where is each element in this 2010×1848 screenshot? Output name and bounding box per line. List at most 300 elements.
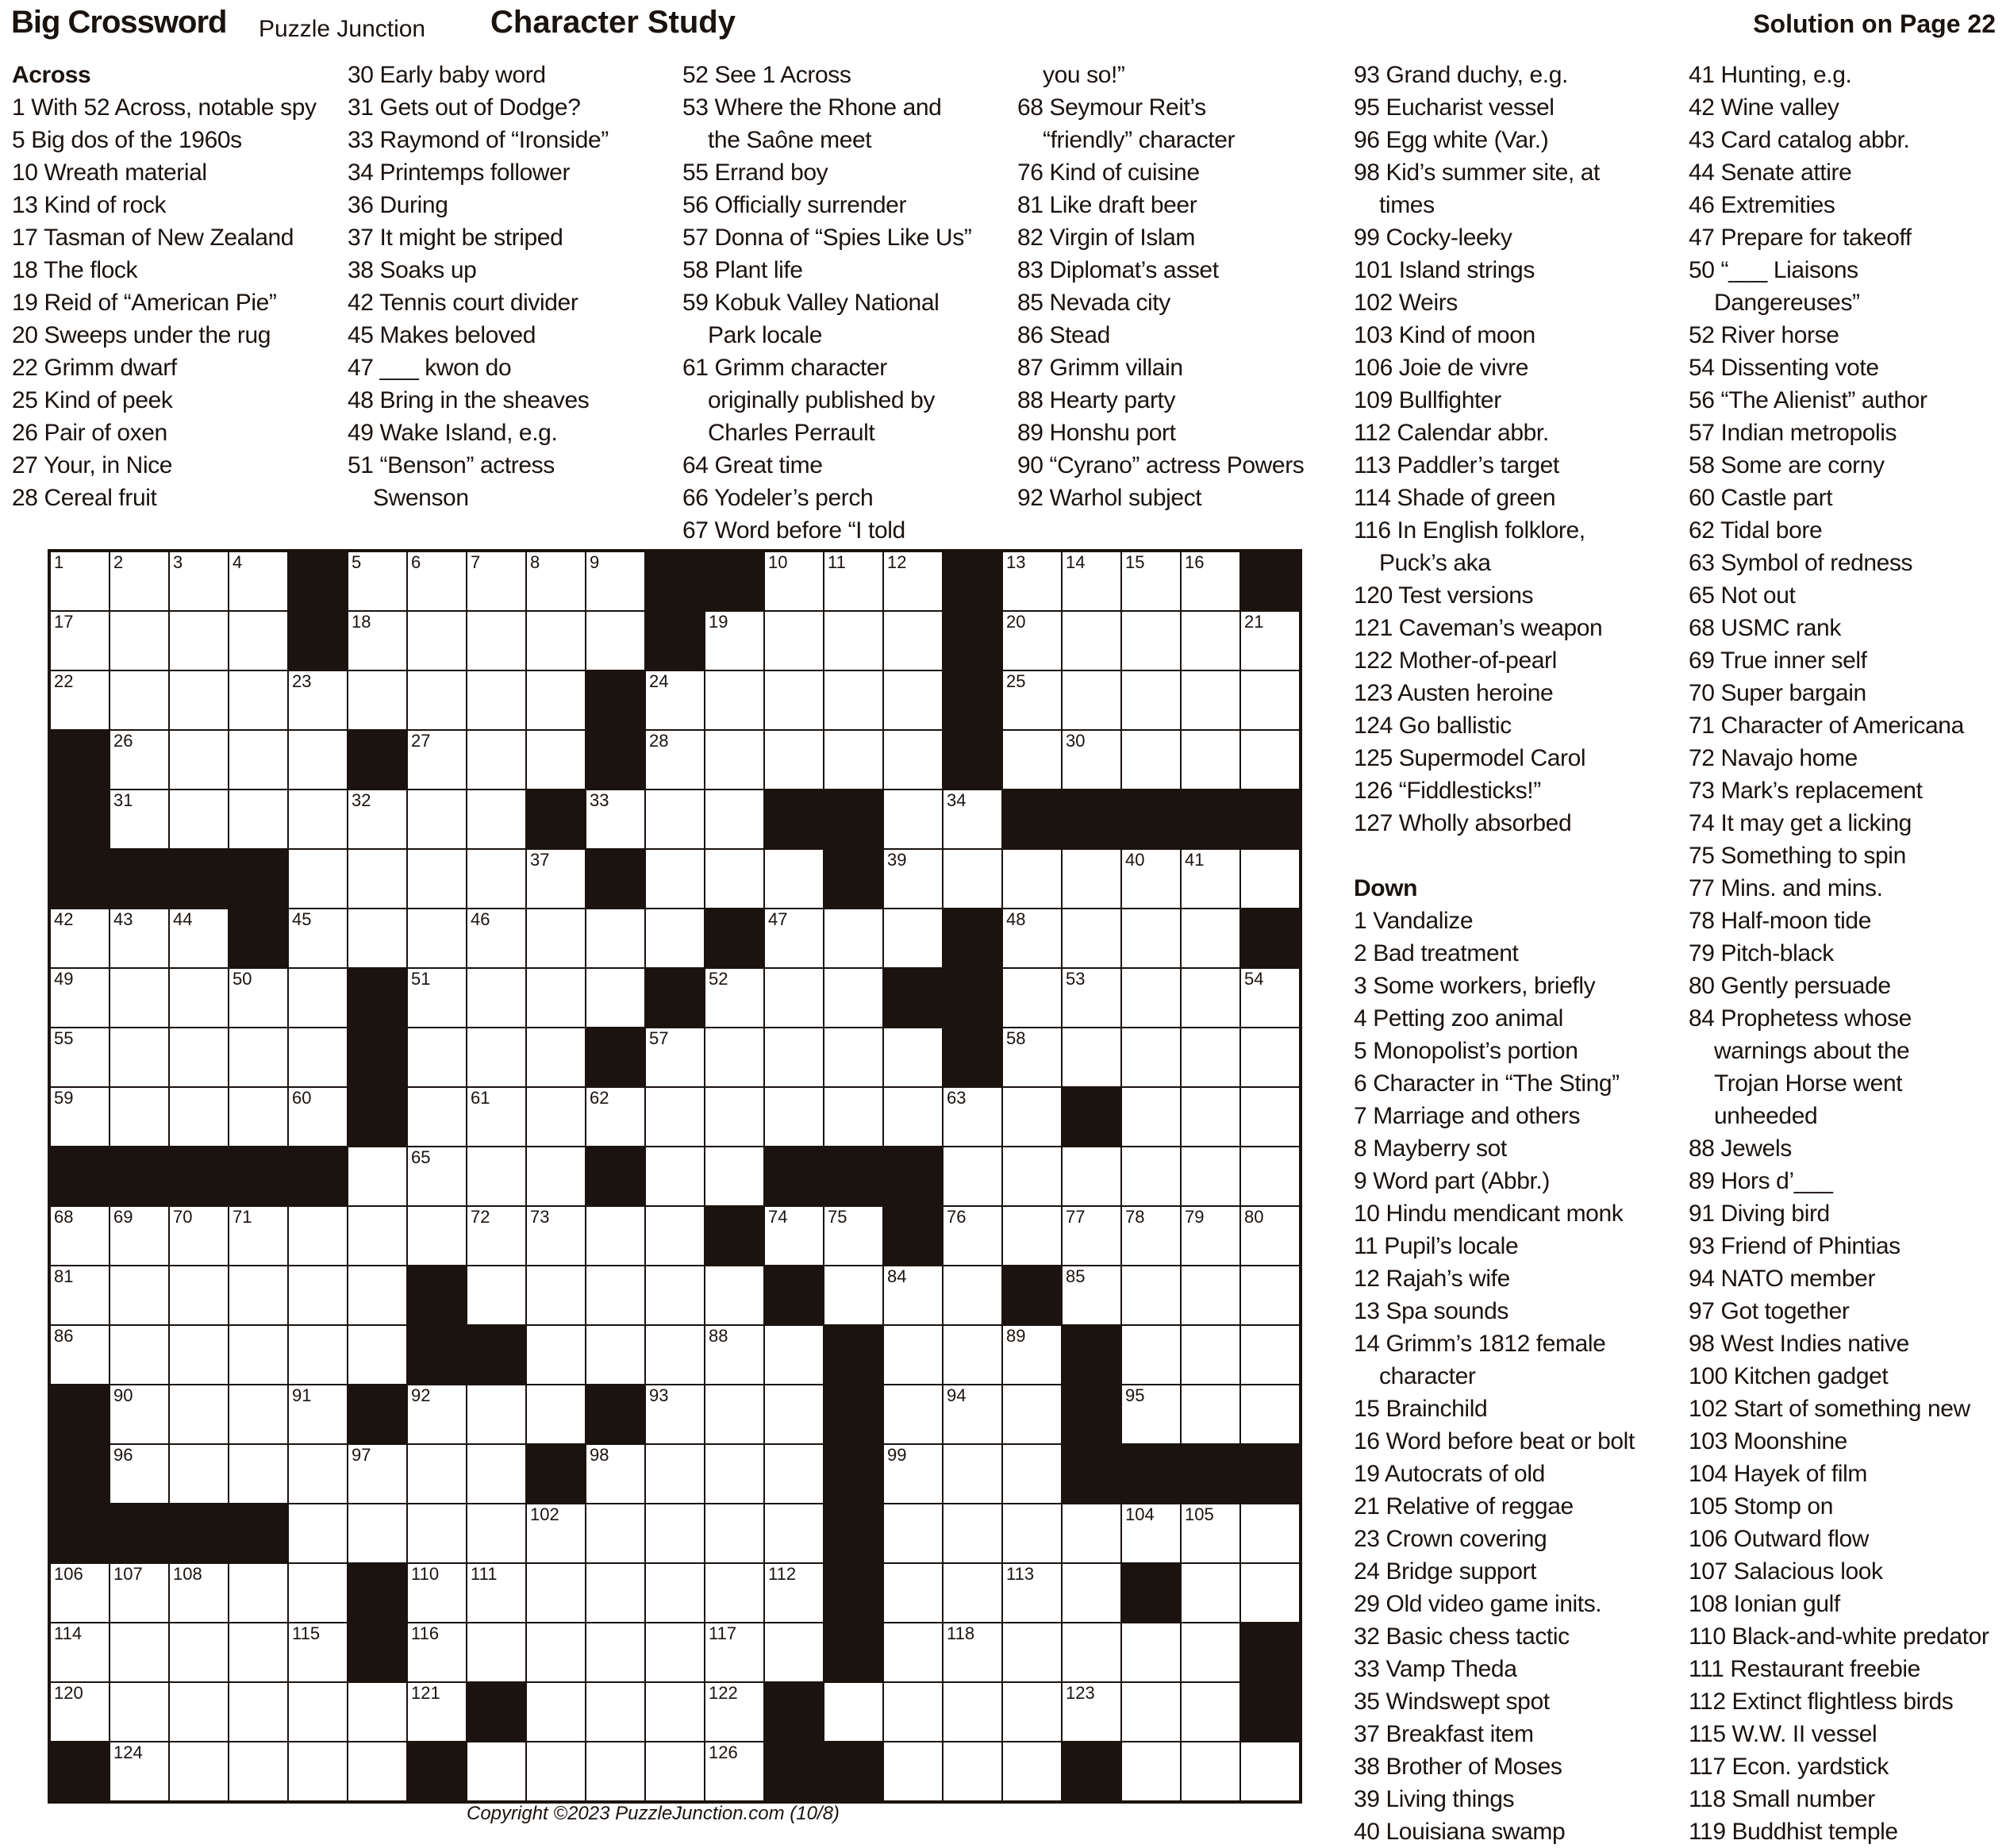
- grid-cell[interactable]: [229, 1325, 288, 1385]
- grid-cell[interactable]: [169, 1682, 229, 1742]
- grid-cell[interactable]: [50, 1623, 110, 1682]
- grid-cell[interactable]: [1062, 1266, 1121, 1325]
- grid-cell[interactable]: [467, 849, 526, 909]
- grid-cell[interactable]: [764, 1444, 824, 1504]
- grid-cell[interactable]: [764, 1385, 824, 1444]
- grid-cell[interactable]: [1121, 909, 1181, 968]
- grid-cell[interactable]: [705, 1325, 764, 1385]
- grid-cell[interactable]: [348, 790, 407, 849]
- grid-cell[interactable]: [1181, 1147, 1240, 1206]
- grid-cell[interactable]: [110, 968, 169, 1028]
- grid-cell[interactable]: [645, 1563, 705, 1623]
- grid-cell[interactable]: [1002, 1563, 1062, 1623]
- grid-cell[interactable]: [1121, 1504, 1181, 1563]
- grid-cell[interactable]: [1181, 551, 1240, 611]
- grid-cell[interactable]: [467, 1087, 526, 1147]
- grid-cell[interactable]: [110, 909, 169, 968]
- grid-cell[interactable]: [1002, 1623, 1062, 1682]
- grid-cell[interactable]: [348, 1742, 407, 1801]
- grid-cell[interactable]: [1002, 551, 1062, 611]
- grid-cell[interactable]: [883, 730, 943, 790]
- grid-cell[interactable]: [764, 611, 824, 670]
- grid-cell[interactable]: [1181, 1623, 1240, 1682]
- grid-cell[interactable]: [645, 730, 705, 790]
- grid-cell[interactable]: [1002, 1385, 1062, 1444]
- grid-cell[interactable]: [229, 1385, 288, 1444]
- grid-cell[interactable]: [705, 790, 764, 849]
- grid-cell[interactable]: [645, 909, 705, 968]
- grid-cell[interactable]: [705, 1028, 764, 1087]
- grid-cell[interactable]: [526, 611, 586, 670]
- grid-cell[interactable]: [824, 551, 883, 611]
- grid-cell[interactable]: [526, 1504, 586, 1563]
- grid-cell[interactable]: [110, 670, 169, 730]
- grid-cell[interactable]: [288, 1028, 348, 1087]
- grid-cell[interactable]: [229, 1444, 288, 1504]
- grid-cell[interactable]: [883, 1028, 943, 1087]
- grid-cell[interactable]: [110, 1385, 169, 1444]
- grid-cell[interactable]: [1121, 1028, 1181, 1087]
- grid-cell[interactable]: [169, 1623, 229, 1682]
- grid-cell[interactable]: [705, 1266, 764, 1325]
- grid-cell[interactable]: [169, 551, 229, 611]
- grid-cell[interactable]: [288, 849, 348, 909]
- grid-cell[interactable]: [526, 1266, 586, 1325]
- grid-cell[interactable]: [407, 1028, 467, 1087]
- grid-cell[interactable]: [645, 1444, 705, 1504]
- grid-cell[interactable]: [943, 1325, 1002, 1385]
- grid-cell[interactable]: [1002, 849, 1062, 909]
- grid-cell[interactable]: [526, 1325, 586, 1385]
- grid-cell[interactable]: [883, 1742, 943, 1801]
- grid-cell[interactable]: [407, 1682, 467, 1742]
- grid-cell[interactable]: [764, 1206, 824, 1266]
- grid-cell[interactable]: [407, 1623, 467, 1682]
- grid-cell[interactable]: [407, 1504, 467, 1563]
- grid-cell[interactable]: [169, 790, 229, 849]
- grid-cell[interactable]: [1121, 1147, 1181, 1206]
- grid-cell[interactable]: [764, 909, 824, 968]
- grid-cell[interactable]: [50, 670, 110, 730]
- grid-cell[interactable]: [288, 1385, 348, 1444]
- grid-cell[interactable]: [110, 1325, 169, 1385]
- grid-cell[interactable]: [526, 1206, 586, 1266]
- grid-cell[interactable]: [1181, 670, 1240, 730]
- grid-cell[interactable]: [407, 1563, 467, 1623]
- grid-cell[interactable]: [1240, 1266, 1300, 1325]
- grid-cell[interactable]: [50, 1682, 110, 1742]
- grid-cell[interactable]: [229, 1028, 288, 1087]
- grid-cell[interactable]: [883, 670, 943, 730]
- grid-cell[interactable]: [1121, 1742, 1181, 1801]
- grid-cell[interactable]: [883, 1623, 943, 1682]
- grid-cell[interactable]: [1181, 1266, 1240, 1325]
- grid-cell[interactable]: [50, 1206, 110, 1266]
- grid-cell[interactable]: [586, 1087, 645, 1147]
- grid-cell[interactable]: [943, 1504, 1002, 1563]
- grid-cell[interactable]: [229, 611, 288, 670]
- grid-cell[interactable]: [645, 1385, 705, 1444]
- grid-cell[interactable]: [348, 1504, 407, 1563]
- grid-cell[interactable]: [705, 1385, 764, 1444]
- grid-cell[interactable]: [348, 1206, 407, 1266]
- grid-cell[interactable]: [467, 1742, 526, 1801]
- grid-cell[interactable]: [526, 1742, 586, 1801]
- grid-cell[interactable]: [764, 849, 824, 909]
- grid-cell[interactable]: [229, 1742, 288, 1801]
- grid-cell[interactable]: [407, 849, 467, 909]
- grid-cell[interactable]: [526, 909, 586, 968]
- grid-cell[interactable]: [1181, 611, 1240, 670]
- grid-cell[interactable]: [824, 968, 883, 1028]
- grid-cell[interactable]: [229, 551, 288, 611]
- grid-cell[interactable]: [1181, 1504, 1240, 1563]
- grid-cell[interactable]: [764, 1325, 824, 1385]
- crossword-grid[interactable]: [48, 549, 1302, 1804]
- grid-cell[interactable]: [1121, 1087, 1181, 1147]
- grid-cell[interactable]: [1121, 611, 1181, 670]
- grid-cell[interactable]: [943, 1206, 1002, 1266]
- grid-cell[interactable]: [229, 968, 288, 1028]
- grid-cell[interactable]: [288, 968, 348, 1028]
- grid-cell[interactable]: [883, 1266, 943, 1325]
- grid-cell[interactable]: [169, 1206, 229, 1266]
- grid-cell[interactable]: [169, 1266, 229, 1325]
- grid-cell[interactable]: [645, 1147, 705, 1206]
- grid-cell[interactable]: [467, 909, 526, 968]
- grid-cell[interactable]: [645, 1682, 705, 1742]
- grid-cell[interactable]: [288, 1623, 348, 1682]
- grid-cell[interactable]: [586, 1266, 645, 1325]
- grid-cell[interactable]: [1002, 730, 1062, 790]
- grid-cell[interactable]: [883, 849, 943, 909]
- grid-cell[interactable]: [50, 909, 110, 968]
- grid-cell[interactable]: [110, 1623, 169, 1682]
- grid-cell[interactable]: [1240, 1563, 1300, 1623]
- grid-cell[interactable]: [1062, 730, 1121, 790]
- grid-cell[interactable]: [1062, 551, 1121, 611]
- grid-cell[interactable]: [348, 909, 407, 968]
- grid-cell[interactable]: [705, 1444, 764, 1504]
- grid-cell[interactable]: [526, 1682, 586, 1742]
- grid-cell[interactable]: [943, 1444, 1002, 1504]
- grid-cell[interactable]: [467, 1504, 526, 1563]
- grid-cell[interactable]: [1240, 1742, 1300, 1801]
- grid-cell[interactable]: [1240, 1028, 1300, 1087]
- grid-cell[interactable]: [467, 1563, 526, 1623]
- grid-cell[interactable]: [1240, 670, 1300, 730]
- grid-cell[interactable]: [824, 611, 883, 670]
- grid-cell[interactable]: [586, 611, 645, 670]
- grid-cell[interactable]: [645, 1206, 705, 1266]
- grid-cell[interactable]: [1181, 1682, 1240, 1742]
- grid-cell[interactable]: [1062, 968, 1121, 1028]
- grid-cell[interactable]: [169, 968, 229, 1028]
- grid-cell[interactable]: [705, 670, 764, 730]
- grid-cell[interactable]: [1181, 1028, 1240, 1087]
- grid-cell[interactable]: [1002, 968, 1062, 1028]
- grid-cell[interactable]: [229, 730, 288, 790]
- grid-cell[interactable]: [467, 670, 526, 730]
- grid-cell[interactable]: [1240, 1504, 1300, 1563]
- grid-cell[interactable]: [1002, 1325, 1062, 1385]
- grid-cell[interactable]: [943, 1623, 1002, 1682]
- grid-cell[interactable]: [407, 670, 467, 730]
- grid-cell[interactable]: [1062, 670, 1121, 730]
- grid-cell[interactable]: [467, 1444, 526, 1504]
- grid-cell[interactable]: [348, 611, 407, 670]
- grid-cell[interactable]: [586, 1444, 645, 1504]
- grid-cell[interactable]: [407, 1206, 467, 1266]
- grid-cell[interactable]: [1002, 909, 1062, 968]
- grid-cell[interactable]: [1062, 1028, 1121, 1087]
- grid-cell[interactable]: [1121, 1682, 1181, 1742]
- grid-cell[interactable]: [169, 1563, 229, 1623]
- grid-cell[interactable]: [586, 1325, 645, 1385]
- grid-cell[interactable]: [526, 1147, 586, 1206]
- grid-cell[interactable]: [705, 611, 764, 670]
- grid-cell[interactable]: [110, 1266, 169, 1325]
- grid-cell[interactable]: [1240, 1325, 1300, 1385]
- grid-cell[interactable]: [705, 849, 764, 909]
- grid-cell[interactable]: [169, 670, 229, 730]
- grid-cell[interactable]: [1181, 849, 1240, 909]
- grid-cell[interactable]: [943, 1563, 1002, 1623]
- grid-cell[interactable]: [645, 1742, 705, 1801]
- grid-cell[interactable]: [526, 968, 586, 1028]
- grid-cell[interactable]: [110, 1087, 169, 1147]
- grid-cell[interactable]: [1062, 1682, 1121, 1742]
- grid-cell[interactable]: [348, 1682, 407, 1742]
- grid-cell[interactable]: [1181, 909, 1240, 968]
- grid-cell[interactable]: [288, 1504, 348, 1563]
- grid-cell[interactable]: [943, 1266, 1002, 1325]
- grid-cell[interactable]: [348, 670, 407, 730]
- grid-cell[interactable]: [467, 1385, 526, 1444]
- grid-cell[interactable]: [586, 790, 645, 849]
- grid-cell[interactable]: [1181, 1385, 1240, 1444]
- grid-cell[interactable]: [110, 1444, 169, 1504]
- grid-cell[interactable]: [407, 730, 467, 790]
- grid-cell[interactable]: [824, 730, 883, 790]
- grid-cell[interactable]: [348, 1147, 407, 1206]
- grid-cell[interactable]: [1002, 1682, 1062, 1742]
- grid-cell[interactable]: [110, 611, 169, 670]
- grid-cell[interactable]: [467, 1623, 526, 1682]
- grid-cell[interactable]: [1121, 1623, 1181, 1682]
- grid-cell[interactable]: [883, 790, 943, 849]
- grid-cell[interactable]: [288, 670, 348, 730]
- grid-cell[interactable]: [824, 1087, 883, 1147]
- grid-cell[interactable]: [645, 1266, 705, 1325]
- grid-cell[interactable]: [110, 1206, 169, 1266]
- grid-cell[interactable]: [943, 790, 1002, 849]
- grid-cell[interactable]: [883, 551, 943, 611]
- grid-cell[interactable]: [110, 1563, 169, 1623]
- grid-cell[interactable]: [943, 1385, 1002, 1444]
- grid-cell[interactable]: [764, 1504, 824, 1563]
- grid-cell[interactable]: [943, 1742, 1002, 1801]
- grid-cell[interactable]: [348, 1266, 407, 1325]
- grid-cell[interactable]: [407, 790, 467, 849]
- grid-cell[interactable]: [526, 1087, 586, 1147]
- grid-cell[interactable]: [1062, 1563, 1121, 1623]
- grid-cell[interactable]: [288, 1563, 348, 1623]
- grid-cell[interactable]: [705, 1563, 764, 1623]
- grid-cell[interactable]: [764, 1028, 824, 1087]
- grid-cell[interactable]: [169, 1087, 229, 1147]
- grid-cell[interactable]: [288, 730, 348, 790]
- grid-cell[interactable]: [764, 1623, 824, 1682]
- grid-cell[interactable]: [229, 1266, 288, 1325]
- grid-cell[interactable]: [1002, 1087, 1062, 1147]
- grid-cell[interactable]: [50, 1028, 110, 1087]
- grid-cell[interactable]: [764, 1087, 824, 1147]
- grid-cell[interactable]: [348, 849, 407, 909]
- grid-cell[interactable]: [824, 1206, 883, 1266]
- grid-cell[interactable]: [467, 968, 526, 1028]
- grid-cell[interactable]: [1062, 1504, 1121, 1563]
- grid-cell[interactable]: [1062, 611, 1121, 670]
- grid-cell[interactable]: [467, 1206, 526, 1266]
- grid-cell[interactable]: [705, 1087, 764, 1147]
- grid-cell[interactable]: [467, 730, 526, 790]
- grid-cell[interactable]: [348, 1444, 407, 1504]
- grid-cell[interactable]: [705, 730, 764, 790]
- grid-cell[interactable]: [288, 909, 348, 968]
- grid-cell[interactable]: [883, 1087, 943, 1147]
- grid-cell[interactable]: [110, 551, 169, 611]
- grid-cell[interactable]: [1121, 968, 1181, 1028]
- grid-cell[interactable]: [1181, 1563, 1240, 1623]
- grid-cell[interactable]: [407, 1385, 467, 1444]
- grid-cell[interactable]: [1002, 670, 1062, 730]
- grid-cell[interactable]: [586, 1682, 645, 1742]
- grid-cell[interactable]: [1062, 849, 1121, 909]
- grid-cell[interactable]: [467, 1028, 526, 1087]
- grid-cell[interactable]: [824, 1682, 883, 1742]
- grid-cell[interactable]: [1240, 1147, 1300, 1206]
- grid-cell[interactable]: [1062, 1147, 1121, 1206]
- grid-cell[interactable]: [943, 1147, 1002, 1206]
- grid-cell[interactable]: [526, 1563, 586, 1623]
- grid-cell[interactable]: [526, 730, 586, 790]
- grid-cell[interactable]: [50, 1087, 110, 1147]
- grid-cell[interactable]: [229, 1563, 288, 1623]
- grid-cell[interactable]: [169, 1385, 229, 1444]
- grid-cell[interactable]: [1121, 551, 1181, 611]
- grid-cell[interactable]: [348, 551, 407, 611]
- grid-cell[interactable]: [1121, 670, 1181, 730]
- grid-cell[interactable]: [645, 1028, 705, 1087]
- grid-cell[interactable]: [824, 909, 883, 968]
- grid-cell[interactable]: [288, 1742, 348, 1801]
- grid-cell[interactable]: [1062, 909, 1121, 968]
- grid-cell[interactable]: [586, 1563, 645, 1623]
- grid-cell[interactable]: [169, 1742, 229, 1801]
- grid-cell[interactable]: [1121, 1266, 1181, 1325]
- grid-cell[interactable]: [467, 1147, 526, 1206]
- grid-cell[interactable]: [1002, 1147, 1062, 1206]
- grid-cell[interactable]: [1002, 1504, 1062, 1563]
- grid-cell[interactable]: [169, 611, 229, 670]
- grid-cell[interactable]: [110, 730, 169, 790]
- grid-cell[interactable]: [1121, 1385, 1181, 1444]
- grid-cell[interactable]: [50, 551, 110, 611]
- grid-cell[interactable]: [229, 1623, 288, 1682]
- grid-cell[interactable]: [1002, 1444, 1062, 1504]
- grid-cell[interactable]: [407, 1444, 467, 1504]
- grid-cell[interactable]: [1181, 1325, 1240, 1385]
- grid-cell[interactable]: [348, 1325, 407, 1385]
- grid-cell[interactable]: [288, 1087, 348, 1147]
- grid-cell[interactable]: [50, 1563, 110, 1623]
- grid-cell[interactable]: [883, 909, 943, 968]
- grid-cell[interactable]: [1240, 611, 1300, 670]
- grid-cell[interactable]: [288, 1444, 348, 1504]
- grid-cell[interactable]: [169, 1444, 229, 1504]
- grid-cell[interactable]: [1240, 849, 1300, 909]
- grid-cell[interactable]: [1240, 1385, 1300, 1444]
- grid-cell[interactable]: [50, 611, 110, 670]
- grid-cell[interactable]: [943, 1682, 1002, 1742]
- grid-cell[interactable]: [1181, 968, 1240, 1028]
- grid-cell[interactable]: [110, 1028, 169, 1087]
- grid-cell[interactable]: [169, 909, 229, 968]
- grid-cell[interactable]: [705, 968, 764, 1028]
- grid-cell[interactable]: [1002, 1742, 1062, 1801]
- grid-cell[interactable]: [586, 1623, 645, 1682]
- grid-cell[interactable]: [705, 1623, 764, 1682]
- grid-cell[interactable]: [407, 551, 467, 611]
- grid-cell[interactable]: [883, 1682, 943, 1742]
- grid-cell[interactable]: [50, 1266, 110, 1325]
- grid-cell[interactable]: [705, 1147, 764, 1206]
- grid-cell[interactable]: [288, 1266, 348, 1325]
- grid-cell[interactable]: [1062, 1623, 1121, 1682]
- grid-cell[interactable]: [229, 670, 288, 730]
- grid-cell[interactable]: [288, 790, 348, 849]
- grid-cell[interactable]: [407, 1147, 467, 1206]
- grid-cell[interactable]: [1240, 968, 1300, 1028]
- grid-cell[interactable]: [764, 551, 824, 611]
- grid-cell[interactable]: [1121, 1325, 1181, 1385]
- grid-cell[interactable]: [764, 730, 824, 790]
- grid-cell[interactable]: [586, 1504, 645, 1563]
- grid-cell[interactable]: [110, 1742, 169, 1801]
- grid-cell[interactable]: [645, 1325, 705, 1385]
- grid-cell[interactable]: [824, 1266, 883, 1325]
- grid-cell[interactable]: [645, 790, 705, 849]
- grid-cell[interactable]: [824, 1028, 883, 1087]
- grid-cell[interactable]: [883, 1385, 943, 1444]
- grid-cell[interactable]: [1121, 730, 1181, 790]
- grid-cell[interactable]: [1002, 611, 1062, 670]
- grid-cell[interactable]: [50, 1325, 110, 1385]
- grid-cell[interactable]: [883, 1444, 943, 1504]
- grid-cell[interactable]: [705, 1742, 764, 1801]
- grid-cell[interactable]: [526, 551, 586, 611]
- grid-cell[interactable]: [288, 1682, 348, 1742]
- grid-cell[interactable]: [229, 790, 288, 849]
- grid-cell[interactable]: [645, 670, 705, 730]
- grid-cell[interactable]: [764, 968, 824, 1028]
- grid-cell[interactable]: [407, 611, 467, 670]
- grid-cell[interactable]: [169, 1028, 229, 1087]
- grid-cell[interactable]: [229, 1206, 288, 1266]
- grid-cell[interactable]: [586, 1206, 645, 1266]
- grid-cell[interactable]: [526, 1623, 586, 1682]
